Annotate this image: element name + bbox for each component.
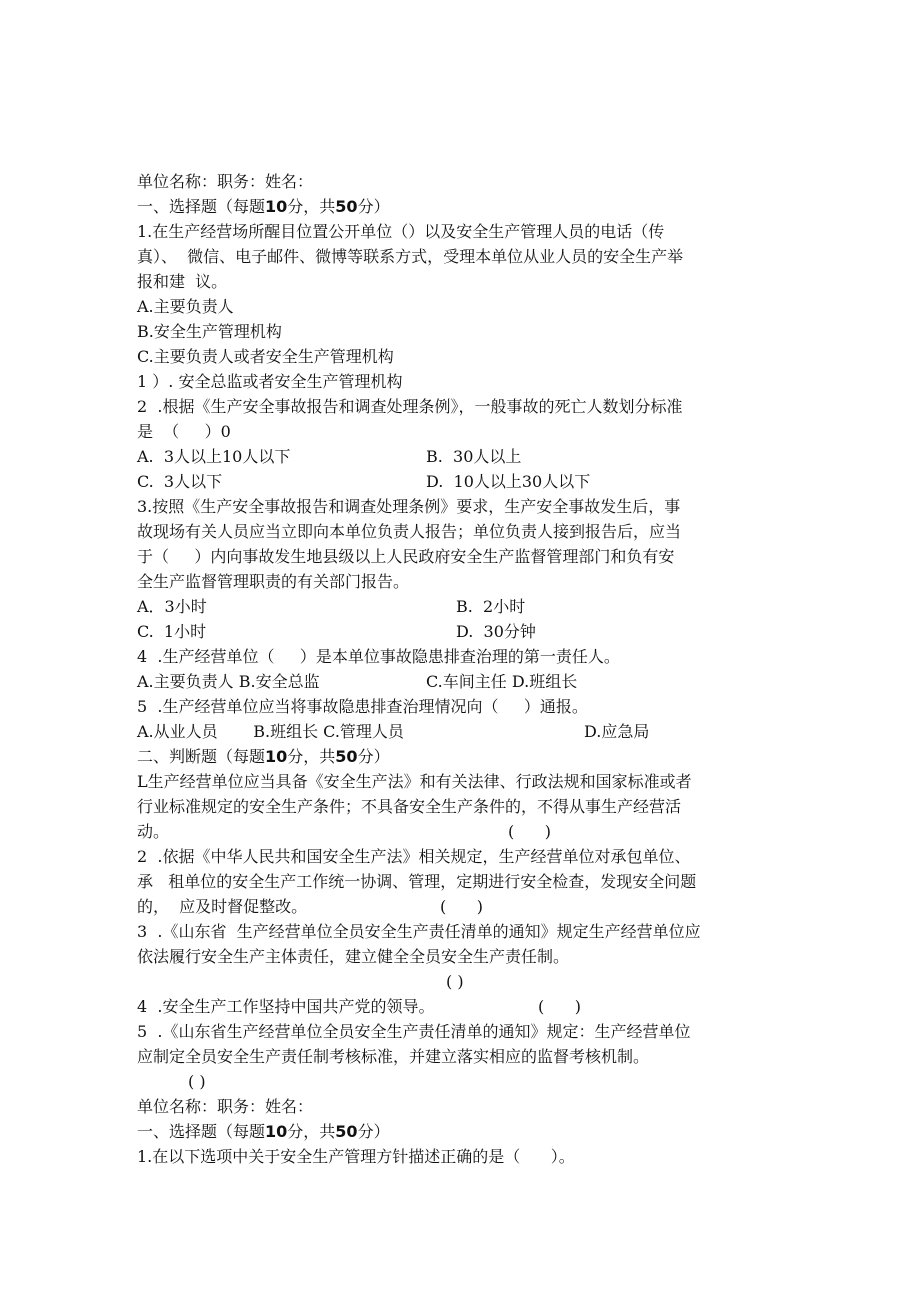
question-5-line-1: 5 .生产经营单位应当将事故隐患排查治理情况向（ ）通报。 <box>137 697 588 716</box>
question-4-options-ab: A.主要负责人 B.安全总监 <box>137 672 320 691</box>
question-1-line-1: 1.在生产经营场所醒目位置公开单位（）以及安全生产管理人员的电话（传 <box>137 222 665 241</box>
question-1-line-3: 报和建 议。 <box>137 272 228 291</box>
question-2-option-c: C. 3人以下 <box>137 472 223 491</box>
judgement-1-answer-paren: ( ) <box>508 822 551 841</box>
header-line: 单位名称：职务：姓名： <box>137 172 314 191</box>
judgement-5-answer-paren: ( ) <box>188 1072 206 1091</box>
section-heading-choice-repeat: 一、选择题（每题10分，共50分） <box>137 1122 390 1141</box>
question-1-line-2: 真）、 微信、电子邮件、微博等联系方式，受理本单位从业人员的安全生产举 <box>137 247 684 266</box>
question-3-line-2: 故现场有关人员应当立即向本单位负责人报告；单位负责人接到报告后，应当 <box>137 522 682 541</box>
question-3-option-a: A．3小时 <box>137 597 207 616</box>
judgement-1-line-3: 动。 <box>137 822 170 841</box>
section-heading-choice: 一、选择题（每题10分，共50分） <box>137 197 390 216</box>
question-3-line-3: 于（ ）内向事故发生地县级以上人民政府安全生产监督管理部门和负有安 <box>137 547 675 566</box>
judgement-3-line-1: 3 .《山东省 生产经营单位全员安全生产责任清单的通知》规定生产经营单位应 <box>137 922 701 941</box>
question-2-option-d: D. 10人以上30人以下 <box>426 472 591 491</box>
question-3-line-4: 全生产监督管理职责的有关部门报告。 <box>137 572 410 591</box>
judgement-3-line-2: 依法履行安全生产主体责任，建立健全全员安全生产责任制。 <box>137 947 570 966</box>
question-4-options-cd: C.车间主任 D.班组长 <box>426 672 578 691</box>
judgement-2-line-3: 的， 应及时督促整改。 <box>137 897 308 916</box>
question-3-option-c: C. 1小时 <box>137 622 207 641</box>
question-1-option-b: B.安全生产管理机构 <box>137 322 282 341</box>
judgement-5-line-1: 5 .《山东省生产经营单位全员安全生产责任清单的通知》规定：生产经营单位 <box>137 1022 691 1041</box>
question-3-line-1: 3.按照《生产安全事故报告和调查处理条例》要求，生产安全事故发生后，事 <box>137 497 681 516</box>
judgement-1-line-2: 行业标准规定的安全生产条件；不具备安全生产条件的，不得从事生产经营活 <box>137 797 682 816</box>
judgement-2-line-1: 2 .依据《中华人民共和国安全生产法》相关规定，生产经营单位对承包单位、 <box>137 847 691 866</box>
question-1-option-a: A.主要负责人 <box>137 297 234 316</box>
judgement-3-answer-paren: ( ) <box>446 972 464 991</box>
judgement-2-answer-paren: ( ) <box>440 897 483 916</box>
question-2-line-2: 是 （ ）0 <box>137 422 231 441</box>
question-1-option-d: 1 ）. 安全总监或者安全生产管理机构 <box>137 372 403 391</box>
question-repeat-1-line-1: 1.在以下选项中关于安全生产管理方针描述正确的是（ ）。 <box>137 1147 575 1166</box>
section-heading-judgement: 二、判断题（每题10分，共50分） <box>137 747 390 766</box>
judgement-4-line-1: 4 .安全生产工作坚持中国共产党的领导。 <box>137 997 435 1016</box>
question-1-option-c: C.主要负责人或者安全生产管理机构 <box>137 347 394 366</box>
question-3-option-b: B. 2小时 <box>456 597 526 616</box>
judgement-2-line-2: 承 租单位的安全生产工作统一协调、管理，定期进行安全检查，发现安全问题 <box>137 872 697 891</box>
judgement-4-answer-paren: ( ) <box>538 997 581 1016</box>
question-2-line-1: 2 .根据《生产安全事故报告和调查处理条例》，一般事故的死亡人数划分标准 <box>137 397 683 416</box>
judgement-5-line-2: 应制定全员安全生产责任制考核标准，并建立落实相应的监督考核机制。 <box>137 1047 650 1066</box>
header-line-repeat: 单位名称：职务：姓名： <box>137 1097 314 1116</box>
question-5-options-abc: A.从业人员 B.班组长 C.管理人员 <box>137 722 404 741</box>
question-3-option-d: D. 30分钟 <box>456 622 536 641</box>
question-2-option-a: A. 3人以上10人以下 <box>137 447 291 466</box>
question-2-option-b: B. 30人以上 <box>426 447 522 466</box>
question-4-line-1: 4 .生产经营单位（ ）是本单位事故隐患排查治理的第一责任人。 <box>137 647 620 666</box>
question-5-option-d: D.应急局 <box>584 722 650 741</box>
judgement-1-line-1: L生产经营单位应当具备《安全生产法》和有关法律、行政法规和国家标准或者 <box>137 772 692 791</box>
